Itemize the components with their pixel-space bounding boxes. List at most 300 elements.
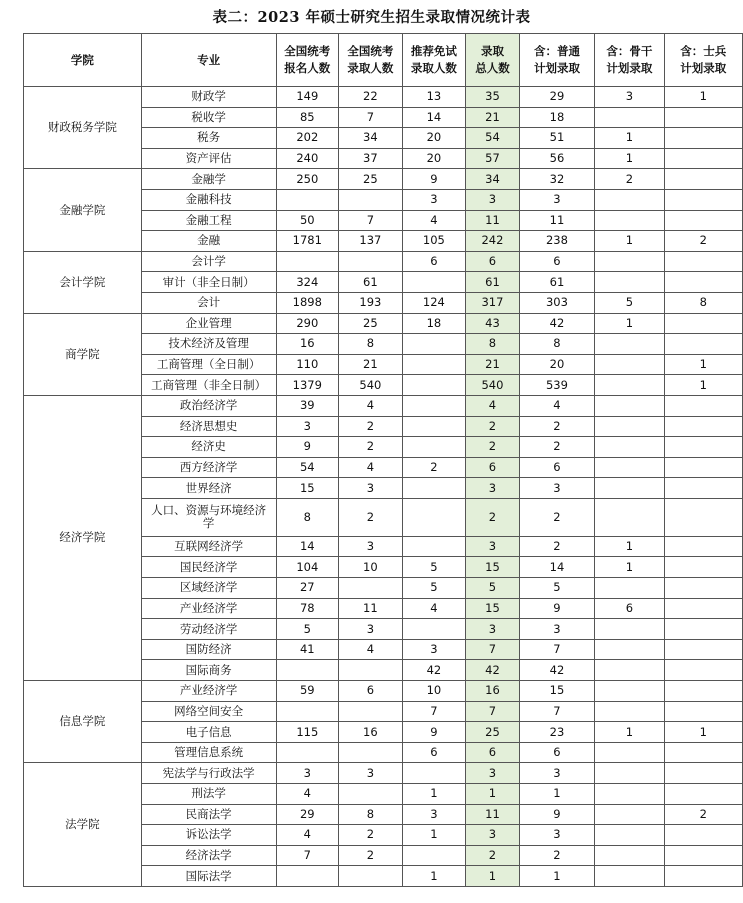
backbone-plan-cell bbox=[595, 272, 664, 293]
total-admitted-cell: 35 bbox=[466, 87, 520, 108]
exam-admitted-cell bbox=[339, 189, 403, 210]
exam-admitted-cell: 3 bbox=[339, 478, 403, 499]
applicants-cell: 149 bbox=[276, 87, 339, 108]
exam-admitted-cell: 7 bbox=[339, 107, 403, 128]
exempt-admitted-cell: 5 bbox=[402, 557, 466, 578]
total-admitted-cell: 540 bbox=[466, 375, 520, 396]
college-cell: 经济学院 bbox=[24, 395, 142, 680]
total-admitted-cell: 42 bbox=[466, 660, 520, 681]
regular-plan-cell: 18 bbox=[519, 107, 594, 128]
major-cell: 财政学 bbox=[141, 87, 276, 108]
exempt-admitted-cell bbox=[402, 763, 466, 784]
major-cell: 会计 bbox=[141, 292, 276, 313]
applicants-cell: 115 bbox=[276, 722, 339, 743]
soldier-plan-cell bbox=[664, 457, 742, 478]
major-cell: 税务 bbox=[141, 128, 276, 149]
regular-plan-cell: 11 bbox=[519, 210, 594, 231]
regular-plan-cell: 29 bbox=[519, 87, 594, 108]
exempt-admitted-cell: 42 bbox=[402, 660, 466, 681]
applicants-cell: 240 bbox=[276, 148, 339, 169]
exam-admitted-cell: 61 bbox=[339, 272, 403, 293]
major-cell: 会计学 bbox=[141, 251, 276, 272]
exempt-admitted-cell bbox=[402, 375, 466, 396]
total-admitted-cell: 3 bbox=[466, 763, 520, 784]
applicants-cell: 202 bbox=[276, 128, 339, 149]
exempt-admitted-cell: 6 bbox=[402, 742, 466, 763]
soldier-plan-cell bbox=[664, 660, 742, 681]
total-admitted-cell: 54 bbox=[466, 128, 520, 149]
exempt-admitted-cell bbox=[402, 334, 466, 355]
exempt-admitted-cell: 105 bbox=[402, 231, 466, 252]
exam-admitted-cell: 7 bbox=[339, 210, 403, 231]
backbone-plan-cell bbox=[595, 578, 664, 599]
applicants-cell: 14 bbox=[276, 536, 339, 557]
regular-plan-cell: 42 bbox=[519, 660, 594, 681]
backbone-plan-cell bbox=[595, 210, 664, 231]
total-admitted-cell: 34 bbox=[466, 169, 520, 190]
soldier-plan-cell bbox=[664, 619, 742, 640]
major-cell: 劳动经济学 bbox=[141, 619, 276, 640]
soldier-plan-cell bbox=[664, 598, 742, 619]
exempt-admitted-cell bbox=[402, 272, 466, 293]
total-admitted-cell: 2 bbox=[466, 416, 520, 437]
applicants-cell: 324 bbox=[276, 272, 339, 293]
applicants-cell: 59 bbox=[276, 681, 339, 702]
regular-plan-cell: 15 bbox=[519, 681, 594, 702]
exempt-admitted-cell bbox=[402, 354, 466, 375]
college-cell: 金融学院 bbox=[24, 169, 142, 251]
college-cell: 财政税务学院 bbox=[24, 87, 142, 169]
regular-plan-cell: 8 bbox=[519, 334, 594, 355]
major-cell: 资产评估 bbox=[141, 148, 276, 169]
regular-plan-cell: 238 bbox=[519, 231, 594, 252]
exam-admitted-cell: 16 bbox=[339, 722, 403, 743]
soldier-plan-cell bbox=[664, 536, 742, 557]
college-cell: 法学院 bbox=[24, 763, 142, 887]
soldier-plan-cell bbox=[664, 478, 742, 499]
applicants-cell: 29 bbox=[276, 804, 339, 825]
exam-admitted-cell: 25 bbox=[339, 313, 403, 334]
applicants-cell: 7 bbox=[276, 845, 339, 866]
total-admitted-cell: 2 bbox=[466, 845, 520, 866]
backbone-plan-cell bbox=[595, 189, 664, 210]
soldier-plan-cell bbox=[664, 639, 742, 660]
regular-plan-cell: 303 bbox=[519, 292, 594, 313]
exam-admitted-cell: 8 bbox=[339, 334, 403, 355]
total-admitted-cell: 3 bbox=[466, 619, 520, 640]
regular-plan-cell: 5 bbox=[519, 578, 594, 599]
soldier-plan-cell: 2 bbox=[664, 804, 742, 825]
backbone-plan-cell: 1 bbox=[595, 231, 664, 252]
backbone-plan-cell bbox=[595, 742, 664, 763]
applicants-cell: 1379 bbox=[276, 375, 339, 396]
major-cell: 管理信息系统 bbox=[141, 742, 276, 763]
backbone-plan-cell bbox=[595, 784, 664, 805]
total-admitted-cell: 57 bbox=[466, 148, 520, 169]
header-exam-admitted: 全国统考 录取人数 bbox=[339, 34, 403, 87]
applicants-cell: 3 bbox=[276, 416, 339, 437]
major-cell: 企业管理 bbox=[141, 313, 276, 334]
exempt-admitted-cell: 2 bbox=[402, 457, 466, 478]
exempt-admitted-cell: 9 bbox=[402, 722, 466, 743]
backbone-plan-cell: 1 bbox=[595, 148, 664, 169]
applicants-cell: 104 bbox=[276, 557, 339, 578]
applicants-cell: 5 bbox=[276, 619, 339, 640]
backbone-plan-cell bbox=[595, 354, 664, 375]
applicants-cell: 50 bbox=[276, 210, 339, 231]
total-admitted-cell: 16 bbox=[466, 681, 520, 702]
regular-plan-cell: 6 bbox=[519, 742, 594, 763]
major-cell: 世界经济 bbox=[141, 478, 276, 499]
soldier-plan-cell: 1 bbox=[664, 375, 742, 396]
regular-plan-cell: 3 bbox=[519, 825, 594, 846]
exempt-admitted-cell bbox=[402, 395, 466, 416]
backbone-plan-cell bbox=[595, 681, 664, 702]
exam-admitted-cell bbox=[339, 660, 403, 681]
backbone-plan-cell bbox=[595, 619, 664, 640]
backbone-plan-cell: 1 bbox=[595, 536, 664, 557]
regular-plan-cell: 4 bbox=[519, 395, 594, 416]
backbone-plan-cell bbox=[595, 334, 664, 355]
applicants-cell: 27 bbox=[276, 578, 339, 599]
soldier-plan-cell bbox=[664, 825, 742, 846]
applicants-cell: 85 bbox=[276, 107, 339, 128]
exam-admitted-cell: 25 bbox=[339, 169, 403, 190]
header-total-admitted: 录取 总人数 bbox=[466, 34, 520, 87]
regular-plan-cell: 2 bbox=[519, 498, 594, 536]
exam-admitted-cell: 21 bbox=[339, 354, 403, 375]
soldier-plan-cell: 1 bbox=[664, 722, 742, 743]
exam-admitted-cell: 4 bbox=[339, 457, 403, 478]
applicants-cell bbox=[276, 189, 339, 210]
soldier-plan-cell bbox=[664, 845, 742, 866]
backbone-plan-cell bbox=[595, 845, 664, 866]
major-cell: 金融 bbox=[141, 231, 276, 252]
exempt-admitted-cell: 1 bbox=[402, 784, 466, 805]
soldier-plan-cell bbox=[664, 128, 742, 149]
exam-admitted-cell: 2 bbox=[339, 416, 403, 437]
total-admitted-cell: 3 bbox=[466, 189, 520, 210]
applicants-cell bbox=[276, 866, 339, 887]
regular-plan-cell: 9 bbox=[519, 804, 594, 825]
total-admitted-cell: 3 bbox=[466, 536, 520, 557]
exempt-admitted-cell: 3 bbox=[402, 804, 466, 825]
exempt-admitted-cell: 4 bbox=[402, 598, 466, 619]
header-row bbox=[24, 34, 743, 87]
exam-admitted-cell: 3 bbox=[339, 619, 403, 640]
exam-admitted-cell bbox=[339, 742, 403, 763]
backbone-plan-cell: 1 bbox=[595, 722, 664, 743]
total-admitted-cell: 43 bbox=[466, 313, 520, 334]
exempt-admitted-cell: 14 bbox=[402, 107, 466, 128]
regular-plan-cell: 1 bbox=[519, 866, 594, 887]
exam-admitted-cell: 2 bbox=[339, 498, 403, 536]
college-cell: 会计学院 bbox=[24, 251, 142, 313]
major-cell: 审计（非全日制） bbox=[141, 272, 276, 293]
total-admitted-cell: 242 bbox=[466, 231, 520, 252]
major-cell: 经济史 bbox=[141, 437, 276, 458]
exempt-admitted-cell: 9 bbox=[402, 169, 466, 190]
applicants-cell: 4 bbox=[276, 825, 339, 846]
soldier-plan-cell bbox=[664, 742, 742, 763]
regular-plan-cell: 2 bbox=[519, 416, 594, 437]
exempt-admitted-cell bbox=[402, 437, 466, 458]
exempt-admitted-cell: 20 bbox=[402, 148, 466, 169]
total-admitted-cell: 3 bbox=[466, 825, 520, 846]
exam-admitted-cell: 34 bbox=[339, 128, 403, 149]
backbone-plan-cell bbox=[595, 866, 664, 887]
exam-admitted-cell: 2 bbox=[339, 437, 403, 458]
exam-admitted-cell: 137 bbox=[339, 231, 403, 252]
regular-plan-cell: 32 bbox=[519, 169, 594, 190]
backbone-plan-cell bbox=[595, 395, 664, 416]
soldier-plan-cell bbox=[664, 169, 742, 190]
major-cell: 经济法学 bbox=[141, 845, 276, 866]
major-cell: 西方经济学 bbox=[141, 457, 276, 478]
exam-admitted-cell bbox=[339, 866, 403, 887]
total-admitted-cell: 317 bbox=[466, 292, 520, 313]
applicants-cell: 8 bbox=[276, 498, 339, 536]
soldier-plan-cell bbox=[664, 763, 742, 784]
regular-plan-cell: 9 bbox=[519, 598, 594, 619]
total-admitted-cell: 3 bbox=[466, 478, 520, 499]
backbone-plan-cell bbox=[595, 251, 664, 272]
exam-admitted-cell: 4 bbox=[339, 639, 403, 660]
major-cell: 电子信息 bbox=[141, 722, 276, 743]
soldier-plan-cell bbox=[664, 272, 742, 293]
table-title: 表二：2023 年硕士研究生招生录取情况统计表 bbox=[212, 9, 531, 26]
table-row bbox=[24, 313, 743, 334]
total-admitted-cell: 6 bbox=[466, 457, 520, 478]
exam-admitted-cell: 193 bbox=[339, 292, 403, 313]
total-admitted-cell: 8 bbox=[466, 334, 520, 355]
soldier-plan-cell bbox=[664, 416, 742, 437]
exam-admitted-cell: 8 bbox=[339, 804, 403, 825]
exam-admitted-cell: 2 bbox=[339, 825, 403, 846]
soldier-plan-cell bbox=[664, 557, 742, 578]
exam-admitted-cell: 37 bbox=[339, 148, 403, 169]
regular-plan-cell: 51 bbox=[519, 128, 594, 149]
backbone-plan-cell: 1 bbox=[595, 313, 664, 334]
applicants-cell: 15 bbox=[276, 478, 339, 499]
exempt-admitted-cell: 13 bbox=[402, 87, 466, 108]
soldier-plan-cell bbox=[664, 107, 742, 128]
exam-admitted-cell: 22 bbox=[339, 87, 403, 108]
backbone-plan-cell: 6 bbox=[595, 598, 664, 619]
applicants-cell bbox=[276, 701, 339, 722]
exempt-admitted-cell bbox=[402, 416, 466, 437]
applicants-cell: 250 bbox=[276, 169, 339, 190]
total-admitted-cell: 11 bbox=[466, 804, 520, 825]
exam-admitted-cell: 11 bbox=[339, 598, 403, 619]
header-college: 学院 bbox=[24, 34, 142, 87]
backbone-plan-cell bbox=[595, 701, 664, 722]
total-admitted-cell: 1 bbox=[466, 866, 520, 887]
total-admitted-cell: 4 bbox=[466, 395, 520, 416]
exempt-admitted-cell bbox=[402, 536, 466, 557]
total-admitted-cell: 2 bbox=[466, 498, 520, 536]
total-admitted-cell: 61 bbox=[466, 272, 520, 293]
soldier-plan-cell bbox=[664, 681, 742, 702]
soldier-plan-cell bbox=[664, 866, 742, 887]
major-cell: 诉讼法学 bbox=[141, 825, 276, 846]
exam-admitted-cell bbox=[339, 251, 403, 272]
applicants-cell: 1781 bbox=[276, 231, 339, 252]
exempt-admitted-cell bbox=[402, 845, 466, 866]
exempt-admitted-cell: 1 bbox=[402, 825, 466, 846]
total-admitted-cell: 6 bbox=[466, 742, 520, 763]
regular-plan-cell: 3 bbox=[519, 189, 594, 210]
soldier-plan-cell: 1 bbox=[664, 87, 742, 108]
soldier-plan-cell bbox=[664, 437, 742, 458]
regular-plan-cell: 2 bbox=[519, 437, 594, 458]
header-exempt-admitted: 推荐免试 录取人数 bbox=[402, 34, 466, 87]
header-soldier-plan: 含：士兵 计划录取 bbox=[664, 34, 742, 87]
regular-plan-cell: 6 bbox=[519, 457, 594, 478]
major-cell: 工商管理（全日制） bbox=[141, 354, 276, 375]
regular-plan-cell: 7 bbox=[519, 701, 594, 722]
total-admitted-cell: 7 bbox=[466, 639, 520, 660]
major-cell: 国际法学 bbox=[141, 866, 276, 887]
exempt-admitted-cell: 18 bbox=[402, 313, 466, 334]
applicants-cell bbox=[276, 660, 339, 681]
exempt-admitted-cell: 20 bbox=[402, 128, 466, 149]
soldier-plan-cell bbox=[664, 210, 742, 231]
applicants-cell: 78 bbox=[276, 598, 339, 619]
college-cell: 信息学院 bbox=[24, 681, 142, 763]
regular-plan-cell: 23 bbox=[519, 722, 594, 743]
applicants-cell: 9 bbox=[276, 437, 339, 458]
regular-plan-cell: 2 bbox=[519, 536, 594, 557]
table-body bbox=[24, 87, 743, 887]
soldier-plan-cell bbox=[664, 313, 742, 334]
exam-admitted-cell: 4 bbox=[339, 395, 403, 416]
soldier-plan-cell: 1 bbox=[664, 354, 742, 375]
major-cell: 人口、资源与环境经济学 bbox=[141, 498, 276, 536]
admission-statistics-table bbox=[23, 33, 743, 887]
table-row bbox=[24, 87, 743, 108]
soldier-plan-cell bbox=[664, 498, 742, 536]
soldier-plan-cell bbox=[664, 189, 742, 210]
regular-plan-cell: 7 bbox=[519, 639, 594, 660]
backbone-plan-cell bbox=[595, 416, 664, 437]
regular-plan-cell: 42 bbox=[519, 313, 594, 334]
regular-plan-cell: 20 bbox=[519, 354, 594, 375]
backbone-plan-cell: 1 bbox=[595, 128, 664, 149]
major-cell: 刑法学 bbox=[141, 784, 276, 805]
table-row bbox=[24, 681, 743, 702]
soldier-plan-cell bbox=[664, 701, 742, 722]
exempt-admitted-cell: 3 bbox=[402, 189, 466, 210]
exam-admitted-cell bbox=[339, 784, 403, 805]
applicants-cell: 16 bbox=[276, 334, 339, 355]
header-major: 专业 bbox=[141, 34, 276, 87]
backbone-plan-cell bbox=[595, 498, 664, 536]
table-row bbox=[24, 395, 743, 416]
regular-plan-cell: 3 bbox=[519, 619, 594, 640]
backbone-plan-cell bbox=[595, 107, 664, 128]
backbone-plan-cell bbox=[595, 457, 664, 478]
major-cell: 工商管理（非全日制） bbox=[141, 375, 276, 396]
backbone-plan-cell bbox=[595, 825, 664, 846]
exempt-admitted-cell: 10 bbox=[402, 681, 466, 702]
major-cell: 宪法学与行政法学 bbox=[141, 763, 276, 784]
total-admitted-cell: 6 bbox=[466, 251, 520, 272]
regular-plan-cell: 56 bbox=[519, 148, 594, 169]
table-row bbox=[24, 251, 743, 272]
applicants-cell: 1898 bbox=[276, 292, 339, 313]
total-admitted-cell: 1 bbox=[466, 784, 520, 805]
exempt-admitted-cell: 124 bbox=[402, 292, 466, 313]
backbone-plan-cell: 2 bbox=[595, 169, 664, 190]
backbone-plan-cell: 3 bbox=[595, 87, 664, 108]
backbone-plan-cell bbox=[595, 804, 664, 825]
exam-admitted-cell bbox=[339, 701, 403, 722]
major-cell: 互联网经济学 bbox=[141, 536, 276, 557]
major-cell: 金融工程 bbox=[141, 210, 276, 231]
applicants-cell: 39 bbox=[276, 395, 339, 416]
regular-plan-cell: 1 bbox=[519, 784, 594, 805]
backbone-plan-cell bbox=[595, 639, 664, 660]
regular-plan-cell: 14 bbox=[519, 557, 594, 578]
total-admitted-cell: 7 bbox=[466, 701, 520, 722]
soldier-plan-cell bbox=[664, 784, 742, 805]
regular-plan-cell: 539 bbox=[519, 375, 594, 396]
exempt-admitted-cell bbox=[402, 498, 466, 536]
backbone-plan-cell bbox=[595, 478, 664, 499]
total-admitted-cell: 15 bbox=[466, 598, 520, 619]
total-admitted-cell: 5 bbox=[466, 578, 520, 599]
exam-admitted-cell: 540 bbox=[339, 375, 403, 396]
exempt-admitted-cell: 1 bbox=[402, 866, 466, 887]
major-cell: 国际商务 bbox=[141, 660, 276, 681]
backbone-plan-cell: 1 bbox=[595, 557, 664, 578]
total-admitted-cell: 15 bbox=[466, 557, 520, 578]
exam-admitted-cell bbox=[339, 578, 403, 599]
applicants-cell: 3 bbox=[276, 763, 339, 784]
college-cell: 商学院 bbox=[24, 313, 142, 395]
regular-plan-cell: 2 bbox=[519, 845, 594, 866]
major-cell: 产业经济学 bbox=[141, 681, 276, 702]
exam-admitted-cell: 10 bbox=[339, 557, 403, 578]
backbone-plan-cell bbox=[595, 660, 664, 681]
table-row bbox=[24, 169, 743, 190]
exempt-admitted-cell: 5 bbox=[402, 578, 466, 599]
applicants-cell: 290 bbox=[276, 313, 339, 334]
major-cell: 国民经济学 bbox=[141, 557, 276, 578]
major-cell: 经济思想史 bbox=[141, 416, 276, 437]
major-cell: 金融学 bbox=[141, 169, 276, 190]
exempt-admitted-cell bbox=[402, 478, 466, 499]
major-cell: 税收学 bbox=[141, 107, 276, 128]
major-cell: 网络空间安全 bbox=[141, 701, 276, 722]
backbone-plan-cell: 5 bbox=[595, 292, 664, 313]
regular-plan-cell: 6 bbox=[519, 251, 594, 272]
soldier-plan-cell bbox=[664, 395, 742, 416]
exempt-admitted-cell: 6 bbox=[402, 251, 466, 272]
backbone-plan-cell bbox=[595, 375, 664, 396]
applicants-cell: 110 bbox=[276, 354, 339, 375]
exam-admitted-cell: 2 bbox=[339, 845, 403, 866]
major-cell: 技术经济及管理 bbox=[141, 334, 276, 355]
soldier-plan-cell bbox=[664, 148, 742, 169]
major-cell: 产业经济学 bbox=[141, 598, 276, 619]
total-admitted-cell: 21 bbox=[466, 107, 520, 128]
applicants-cell bbox=[276, 742, 339, 763]
applicants-cell bbox=[276, 251, 339, 272]
header-regular-plan: 含：普通 计划录取 bbox=[519, 34, 594, 87]
exempt-admitted-cell bbox=[402, 619, 466, 640]
